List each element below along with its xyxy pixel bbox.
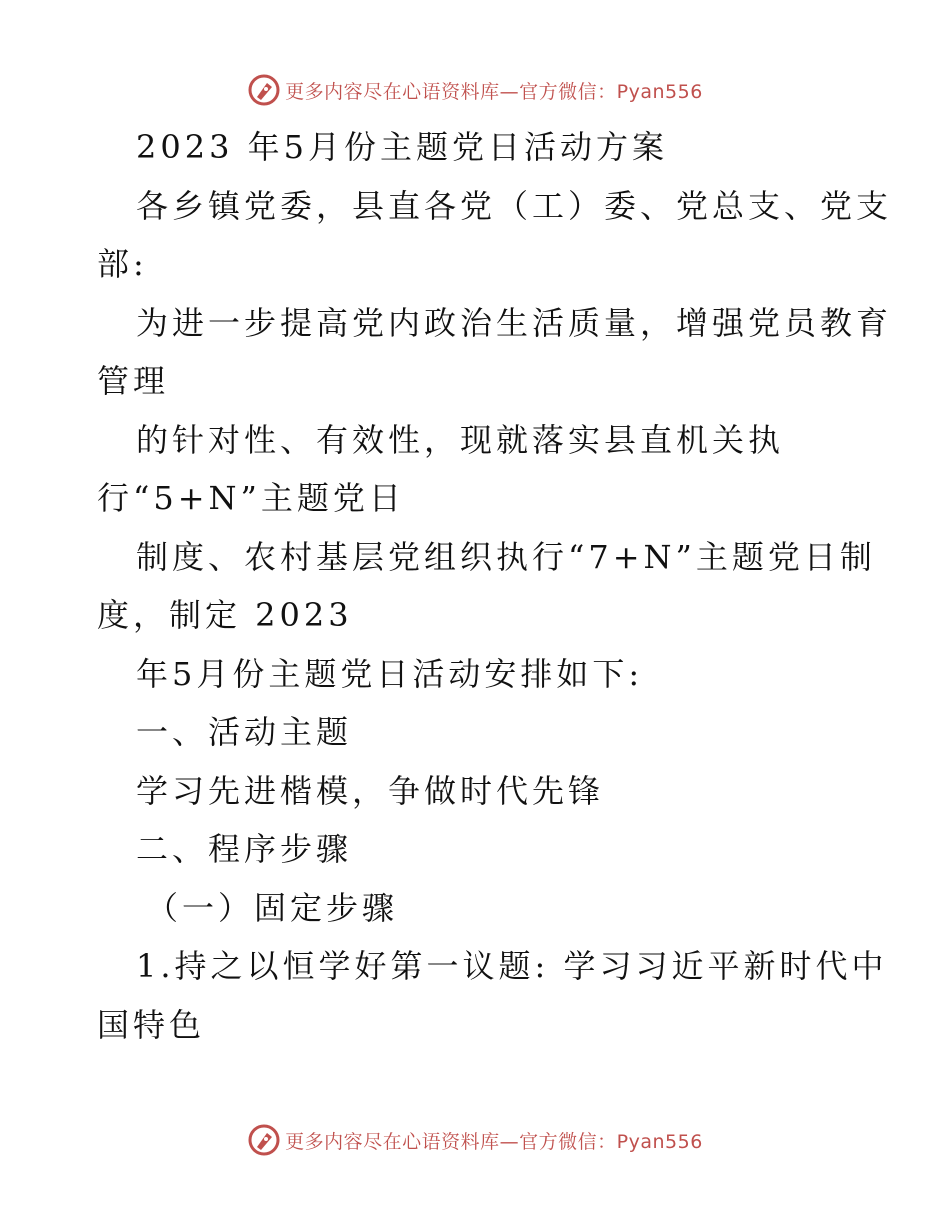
paragraph-line: 度，制定 2023 <box>97 596 353 634</box>
section-heading: 一、活动主题 <box>136 713 353 751</box>
salutation-line-cont: 部: <box>97 245 148 283</box>
paragraph-line: 行“5+N”主题党日 <box>97 479 405 517</box>
paragraph-line: 年5月份主题党日活动安排如下: <box>136 655 644 693</box>
section-heading: 二、程序步骤 <box>136 830 353 868</box>
paragraph-line: 的针对性、有效性，现就落实县直机关执 <box>136 421 785 459</box>
list-item: 1.持之以恒学好第一议题: 学习习近平新时代中 <box>136 947 888 985</box>
paragraph-line: 管理 <box>97 362 170 400</box>
document-title: 2023 年5月份主题党日活动方案 <box>136 128 668 166</box>
salutation-line: 各乡镇党委，县直各党（工）委、党总支、党支 <box>136 187 893 225</box>
subsection-heading: （一）固定步骤 <box>146 889 399 927</box>
watermark-text: 更多内容尽在心语资料库—官方微信：Pyan556 <box>285 1130 703 1153</box>
list-item-cont: 国特色 <box>97 1006 206 1044</box>
watermark-banner-top <box>0 70 950 110</box>
paragraph-line: 制度、农村基层党组织执行“7+N”主题党日制 <box>136 538 876 576</box>
pen-nib-logo-icon <box>247 73 281 107</box>
paragraph-line: 为进一步提高党内政治生活质量，增强党员教育 <box>136 304 893 342</box>
pen-nib-logo-icon <box>247 1123 281 1157</box>
section-body: 学习先进楷模，争做时代先锋 <box>136 772 605 810</box>
watermark-text: 更多内容尽在心语资料库—官方微信：Pyan556 <box>285 80 703 103</box>
watermark-banner-bottom <box>0 1120 950 1160</box>
